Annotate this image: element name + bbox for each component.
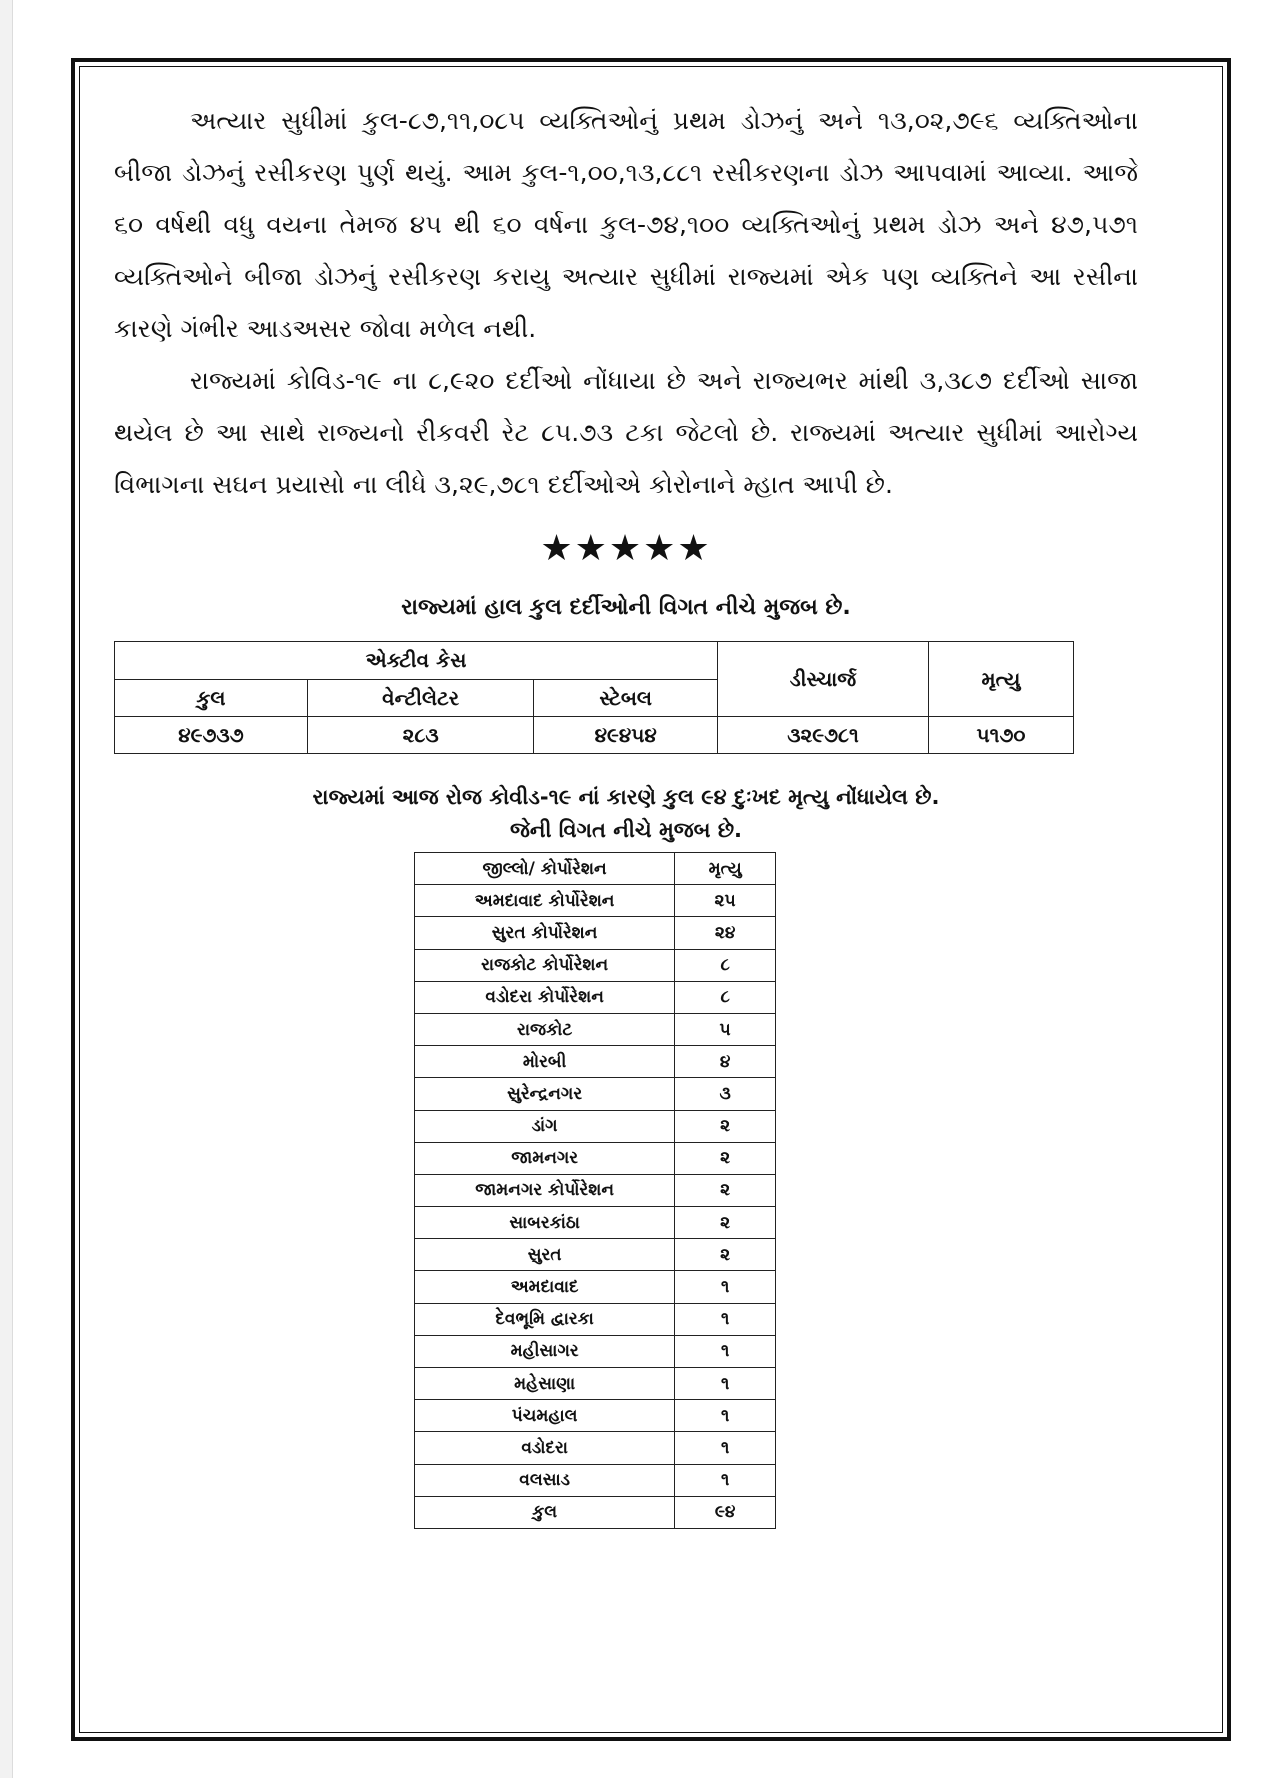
district-name: દેવભૂમિ દ્વારકા (415, 1303, 675, 1335)
table-row (415, 1046, 776, 1078)
deaths-heading-line2: જેની વિગત નીચે મુજબ છે. (509, 818, 743, 842)
district-name: અમદાવાદ કોર્પોરેશન (415, 885, 675, 917)
table-row (415, 1174, 776, 1206)
district-name: સુરત કોર્પોરેશન (415, 917, 675, 949)
table-row (415, 1110, 776, 1142)
table-row (415, 1464, 776, 1496)
district-name: મહીસાગર (415, 1335, 675, 1367)
death-count: ૨ (675, 1142, 776, 1174)
district-name: સાબરકાંઠા (415, 1207, 675, 1239)
table-row (415, 949, 776, 981)
ventilator-value: ૨૮૩ (307, 717, 534, 754)
death-count: ૧ (675, 1400, 776, 1432)
death-count: ૧ (675, 1335, 776, 1367)
death-count: ૨ (675, 1239, 776, 1271)
death-count: ૨ (675, 1207, 776, 1239)
table-row (415, 917, 776, 949)
total-header: કુલ (115, 679, 308, 717)
death-count: ૧ (675, 1368, 776, 1400)
death-count: ૨૫ (675, 885, 776, 917)
district-name: પંચમહાલ (415, 1400, 675, 1432)
death-count: ૮ (675, 981, 776, 1013)
document-content (114, 95, 1138, 1529)
district-name: સુરેન્દ્રનગર (415, 1078, 675, 1110)
discharge-value: ૩૨૯૭૮૧ (718, 717, 929, 754)
stable-header: સ્ટેબલ (534, 679, 718, 717)
district-name: કુલ (415, 1496, 675, 1528)
death-count: ૨ (675, 1110, 776, 1142)
table-row (415, 1303, 776, 1335)
stars-divider: ★★★★★ (540, 528, 712, 569)
document-page (12, 0, 1271, 1778)
district-name: રાજકોટ કોર્પોરેશન (415, 949, 675, 981)
death-count: ૩ (675, 1078, 776, 1110)
vaccination-paragraph: અત્યાર સુધીમાં કુલ-૮૭,૧૧,૦૮૫ વ્યક્તિઓનું પ્રથમ ડોઝનું અને ૧૩,૦૨,૭૯૬ વ્યક્તિઓના બીજા ડોઝનું રસીકરણ પુર્ણ થયું. આમ કુલ-૧,૦૦,૧૩,૮૮૧ રસીકરણના ડોઝ આપવામાં આવ્યા. આજે ૬૦ વર્ષથી વધુ વયના તેમજ ૪૫ થી ૬૦ વર્ષના કુલ-૭૪,૧૦૦ વ્યક્તિઓનું પ્રથમ ડોઝ અને ૪૭,૫૭૧ વ્યક્તિઓને બીજા ડોઝનું રસીકરણ કરાયુ અત્યાર સુધીમાં રાજ્યમાં એક પણ વ્યક્તિને આ રસીના કારણે ગંભીર આડઅસર જોવા મળેલ નથી. (114, 106, 1138, 343)
death-count: ૧ (675, 1303, 776, 1335)
death-count: ૧ (675, 1432, 776, 1464)
summary-values-row (115, 717, 1074, 754)
district-name: મહેસાણા (415, 1368, 675, 1400)
table-row (415, 1013, 776, 1045)
deaths-heading (114, 778, 1138, 844)
deaths-heading-line1: રાજ્યમાં આજ રોજ કોવીડ-૧૯ નાં કારણે કુલ ૯૪ દુઃખદ મૃત્યુ નોંધાયેલ છે. (312, 785, 940, 809)
discharge-header: ડીસ્ચાર્જ (718, 642, 929, 717)
total-value: ૪૯૭૩૭ (115, 717, 308, 754)
district-header: જીલ્લો/ કોર્પોરેશન (415, 853, 675, 885)
summary-table (114, 641, 1074, 754)
table-row (415, 1078, 776, 1110)
table-row (415, 1239, 776, 1271)
summary-heading: રાજ્યમાં હાલ કુલ દર્દીઓની વિગત નીચે મુજબ છે. (401, 595, 851, 620)
district-name: મોરબી (415, 1046, 675, 1078)
death-count: ૧ (675, 1464, 776, 1496)
table-row (415, 1271, 776, 1303)
death-count: ૨ (675, 1174, 776, 1206)
district-name: ડાંગ (415, 1110, 675, 1142)
district-name: રાજકોટ (415, 1013, 675, 1045)
stable-value: ૪૯૪૫૪ (534, 717, 718, 754)
table-row (415, 1368, 776, 1400)
table-row (415, 1142, 776, 1174)
district-name: વડોદરા કોર્પોરેશન (415, 981, 675, 1013)
death-value: ૫૧૭૦ (928, 717, 1073, 754)
table-row (415, 1335, 776, 1367)
death-count: ૫ (675, 1013, 776, 1045)
recovery-paragraph: રાજ્યમાં કોવિડ-૧૯ ના ૮,૯૨૦ દર્દીઓ નોંધાયા છે અને રાજ્યભર માંથી ૩,૩૮૭ દર્દીઓ સાજા થયેલ છે આ સાથે રાજ્યનો રીકવરી રેટ ૮૫.૭૩ ટકા જેટલો છે. રાજ્યમાં અત્યાર સુધીમાં આરોગ્ય વિભાગના સઘન પ્રયાસો ના લીધે ૩,૨૯,૭૮૧ દર્દીઓએ કોરોનાને મ્હાત આપી છે. (114, 366, 1138, 499)
death-count: ૯૪ (675, 1496, 776, 1528)
table-row (415, 885, 776, 917)
district-name: વલસાડ (415, 1464, 675, 1496)
district-name: જામનગર કોર્પોરેશન (415, 1174, 675, 1206)
district-name: જામનગર (415, 1142, 675, 1174)
deaths-table (414, 852, 776, 1529)
table-row (415, 981, 776, 1013)
district-name: અમદાવાદ (415, 1271, 675, 1303)
district-name: વડોદરા (415, 1432, 675, 1464)
table-row (415, 1496, 776, 1528)
ventilator-header: વેન્ટીલેટર (307, 679, 534, 717)
deaths-count-header: મૃત્યુ (675, 853, 776, 885)
death-header: મૃત્યુ (928, 642, 1073, 717)
table-row (415, 1400, 776, 1432)
death-count: ૪ (675, 1046, 776, 1078)
active-cases-header: એક્ટીવ કેસ (115, 642, 718, 680)
table-row (415, 1207, 776, 1239)
death-count: ૨૪ (675, 917, 776, 949)
table-row (415, 1432, 776, 1464)
death-count: ૧ (675, 1271, 776, 1303)
district-name: સુરત (415, 1239, 675, 1271)
death-count: ૮ (675, 949, 776, 981)
